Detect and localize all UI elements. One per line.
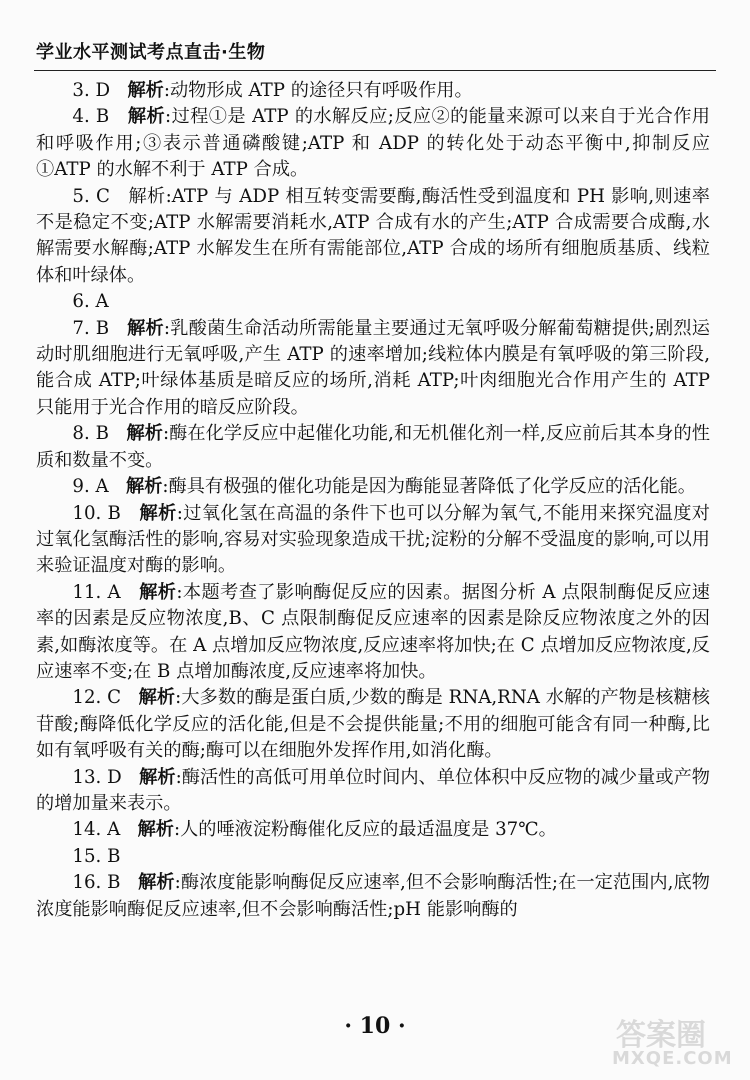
analysis-keyword: 解析 <box>126 476 163 498</box>
watermark-url: MXQE.COM <box>612 1048 733 1069</box>
answer-number: 12. C <box>72 687 122 709</box>
answer-entry-5 <box>36 184 710 290</box>
analysis-text: 解析:ATP 与 ADP 相互转变需要酶,酶活性受到温度和 PH 影响,则速率不是稳定不变;ATP 水解需要消耗水,ATP 合成有水的产生;ATP 合成需要合成酶,水解需要水解酶;ATP 水解发生在所有需能部位,ATP 合成的场所有细胞质基质、线粒体和叶绿体。 <box>36 185 710 286</box>
answer-number: 4. B <box>72 106 110 128</box>
analysis-text: :酶具有极强的催化功能是因为酶能显著降低了化学反应的活化能。 <box>162 476 696 498</box>
analysis-text: :酶活性的高低可用单位时间内、单位体积中反应物的减少量或产物的增加量来表示。 <box>36 766 710 814</box>
answer-entry-4 <box>36 104 710 183</box>
analysis-text: :过氧化氢在高温的条件下也可以分解为氧气,不能用来探究温度对过氧化氢酶活性的影响,容易对实验现象造成干扰;淀粉的分解不受温度的影响,可以用来验证温度对酶的影响。 <box>36 502 710 577</box>
answer-entry-16 <box>36 870 710 923</box>
analysis-keyword: 解析 <box>127 106 166 128</box>
page-number: · 10 · <box>344 1013 406 1039</box>
analysis-keyword: 解析 <box>127 80 164 101</box>
answer-entry-9 <box>36 474 710 500</box>
analysis-text: :大多数的酶是蛋白质,少数的酶是 RNA,RNA 水解的产物是核糖核苷酸;酶降低化学反应的活化能,但是不会提供能量;不用的细胞可能含有同一种酶,比如有氧呼吸有关的酶;酶可以在细胞外发挥作用,如消化酶。 <box>36 687 710 762</box>
answer-entry-12 <box>36 685 710 764</box>
analysis-keyword: 解析 <box>137 819 174 841</box>
answer-entry-14 <box>36 817 710 843</box>
answer-number: 16. B <box>72 872 121 894</box>
analysis-keyword: 解析 <box>139 766 176 788</box>
book-header-title: 学业水平测试考点直击·生物 <box>36 42 266 63</box>
answer-number: 14. A <box>72 819 121 841</box>
answer-number: 7. B <box>72 317 110 339</box>
answer-entry-13 <box>36 765 710 818</box>
analysis-keyword: 解析 <box>127 317 164 339</box>
answer-number: 9. A <box>72 476 109 498</box>
answer-entry-3 <box>36 78 710 104</box>
answer-number: 8. B <box>72 423 109 445</box>
answer-list <box>36 78 710 923</box>
analysis-text: :过程①是 ATP 的水解反应;反应②的能量来源可以来自于光合作用和呼吸作用;③表示普通磷酸键;ATP 和 ADP 的转化处于动态平衡中,抑制反应①ATP 的水解不利于 ATP 合成。 <box>36 106 710 181</box>
analysis-keyword: 解析 <box>138 872 175 894</box>
answer-entry-11 <box>36 580 710 686</box>
answer-number: 3. D <box>72 80 111 101</box>
answer-number: 15. B <box>72 845 121 867</box>
analysis-keyword: 解析 <box>138 687 176 709</box>
analysis-text: :乳酸菌生命活动所需能量主要通过无氧呼吸分解葡萄糖提供;剧烈运动时肌细胞进行无氧呼吸,产生 ATP 的速率增加;线粒体内膜是有氧呼吸的第三阶段,能合成 ATP;叶绿体基质是暗反应的场所,消耗 ATP;叶肉细胞光合作用产生的 ATP 只能用于光合作用的暗反应阶段。 <box>36 317 710 418</box>
answer-number: 13. D <box>72 766 122 788</box>
answer-number: 6. A <box>72 291 109 313</box>
analysis-text: :人的唾液淀粉酶催化反应的最适温度是 37℃。 <box>173 819 557 841</box>
answer-entry-8 <box>36 421 710 474</box>
answer-entry-15 <box>36 844 710 870</box>
analysis-keyword: 解析 <box>139 581 177 603</box>
answer-number: 5. C <box>72 185 110 207</box>
answer-entry-7 <box>36 316 710 422</box>
analysis-text: :动物形成 ATP 的途径只有呼吸作用。 <box>163 80 473 101</box>
analysis-keyword: 解析 <box>126 423 163 445</box>
site-watermark <box>608 1010 740 1072</box>
answer-number: 10. B <box>72 502 121 524</box>
header-divider <box>34 70 716 71</box>
answer-number: 11. A <box>72 581 121 603</box>
watermark-logo-text: 答案圈 <box>616 1018 706 1053</box>
analysis-text: :酶在化学反应中起催化功能,和无机催化剂一样,反应前后其本身的性质和数量不变。 <box>36 423 710 471</box>
analysis-text: :本题考查了影响酶促反应的因素。据图分析 A 点限制酶促反应速率的因素是反应物浓度,B、C 点限制酶促反应速率的因素是除反应物浓度之外的因素,如酶浓度等。在 A 点增加反应物浓度,反应速率将加快;在 C 点增加反应物浓度,反应速率不变;在 B 点增加酶浓度,反应速率将加快。 <box>36 581 710 682</box>
answer-entry-6 <box>36 289 710 315</box>
analysis-keyword: 解析 <box>139 502 177 524</box>
answer-entry-10 <box>36 501 710 580</box>
analysis-text: :酶浓度能影响酶促反应速率,但不会影响酶活性;在一定范围内,底物浓度能影响酶促反应速率,但不会影响酶活性;pH 能影响酶的 <box>36 872 710 920</box>
